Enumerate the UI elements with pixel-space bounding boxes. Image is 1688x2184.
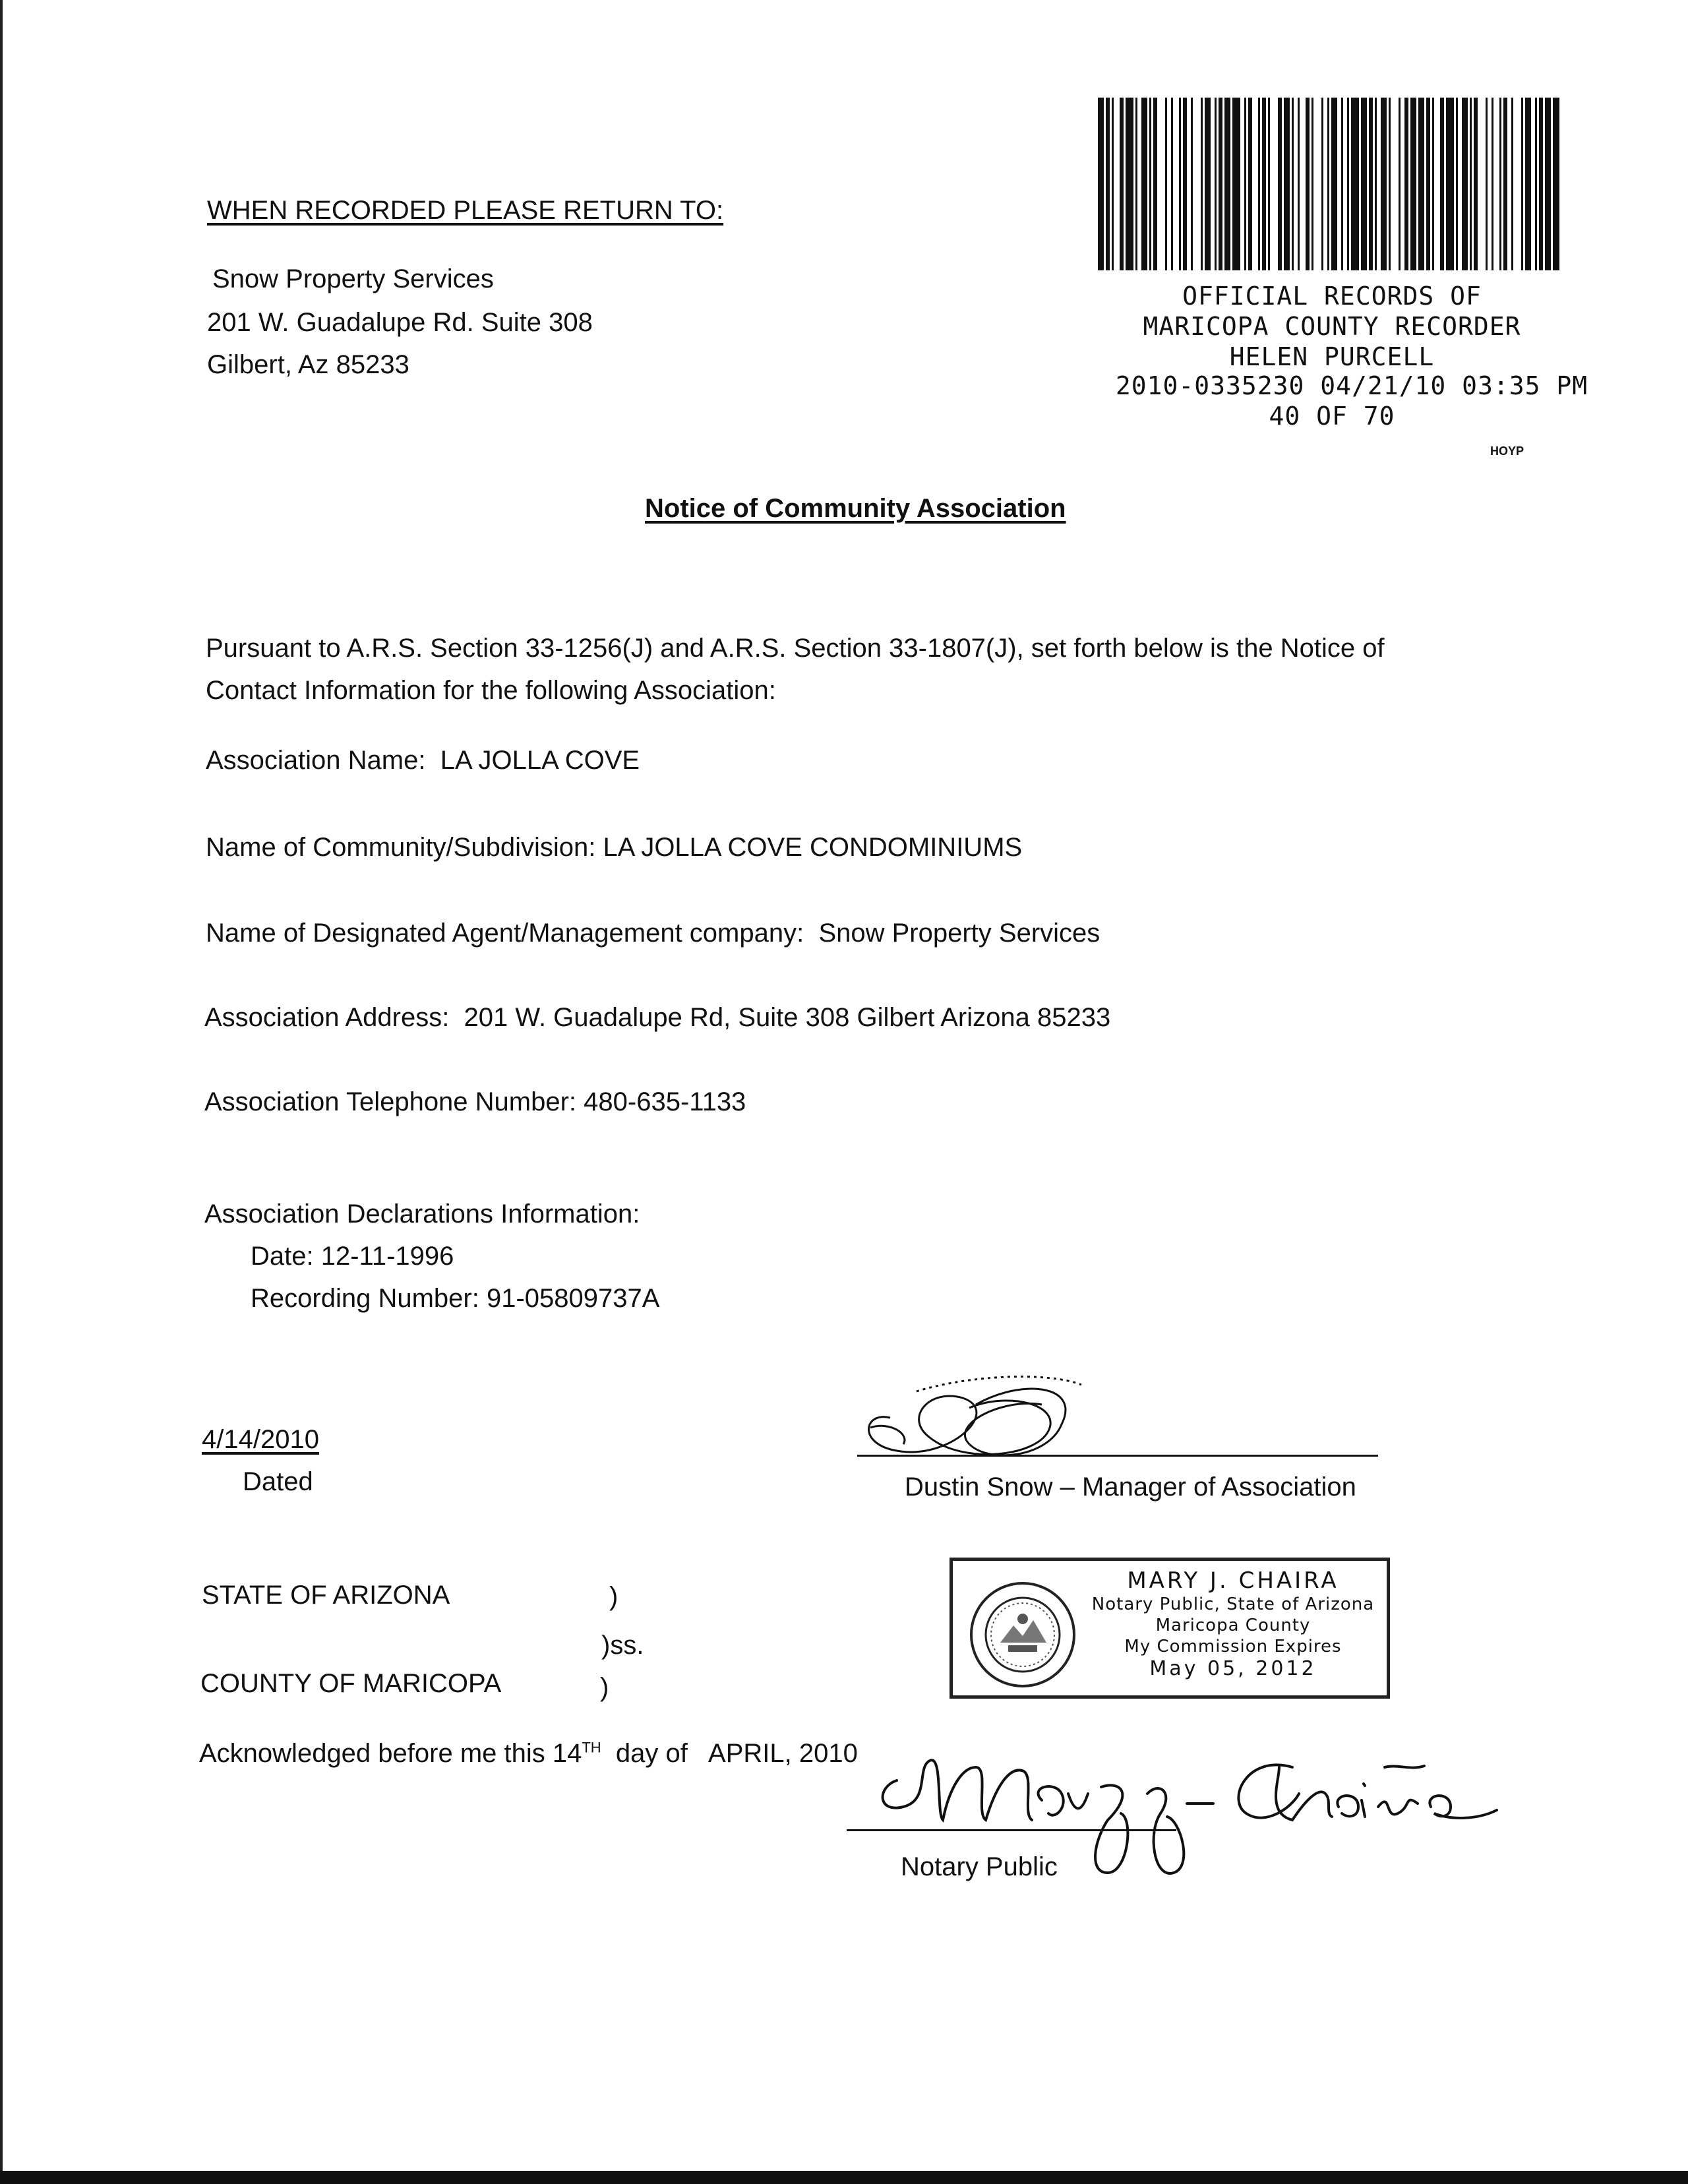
agent-value: Snow Property Services — [818, 919, 1100, 948]
venue-paren-open: ) — [609, 1582, 618, 1611]
barcode-bar — [1503, 98, 1507, 270]
barcode-bar — [1535, 98, 1537, 270]
acknowledgment-prefix: Acknowledged before me this 14 — [199, 1739, 582, 1768]
barcode-bar — [1232, 98, 1240, 270]
community-value: LA JOLLA COVE CONDOMINIUMS — [603, 833, 1023, 862]
declarations-label: Association Declarations Information: — [204, 1199, 640, 1228]
barcode-bar — [1426, 98, 1430, 270]
barcode-bar — [1375, 98, 1377, 270]
manager-signature-image — [851, 1372, 1154, 1477]
barcode-bar — [1351, 98, 1359, 270]
return-to-address-line1: 201 W. Guadalupe Rd. Suite 308 — [207, 308, 593, 337]
barcode-bar — [1486, 98, 1488, 270]
barcode-bar — [1141, 98, 1147, 270]
barcode-bar — [1244, 98, 1246, 270]
barcode-bar — [1248, 98, 1252, 270]
notary-stamp-title: Notary Public, State of Arizona — [1091, 1594, 1375, 1614]
agent-row — [206, 918, 1100, 948]
barcode-bar — [1432, 98, 1434, 270]
notary-stamp-expiry: May 05, 2012 — [1149, 1657, 1317, 1680]
venue-state: STATE OF ARIZONA — [202, 1581, 450, 1610]
barcode-bar — [1201, 98, 1203, 270]
scan-left-edge — [0, 0, 3, 2184]
barcode-bar — [1545, 98, 1551, 270]
barcode-bar — [1521, 98, 1523, 270]
barcode-bar — [1153, 98, 1157, 270]
intro-line1: Pursuant to A.R.S. Section 33-1256(J) and A.R.S. Section 33-1807(J), set forth below is the Notice of — [206, 634, 1385, 663]
agent-label: Name of Designated Agent/Management company: — [206, 919, 804, 948]
barcode-bar — [1399, 98, 1401, 270]
community-label: Name of Community/Subdivision: — [206, 833, 596, 862]
recorder-line2: MARICOPA COUNTY RECORDER — [1143, 312, 1521, 341]
barcode-bar — [1525, 98, 1531, 270]
acknowledgment-ordinal: TH — [582, 1739, 601, 1756]
barcode-bar — [1306, 98, 1310, 270]
venue-county: COUNTY OF MARICOPA — [200, 1669, 502, 1698]
document-title: Notice of Community Association — [645, 494, 1066, 523]
barcode-bar — [1278, 98, 1282, 270]
barcode-bar — [1361, 98, 1367, 270]
phone-value: 480-635-1133 — [584, 1087, 746, 1116]
declarations-date-row — [251, 1241, 454, 1271]
recorder-initials: HOYP — [1490, 444, 1524, 458]
barcode-bar — [1418, 98, 1424, 270]
notary-stamp-text — [1078, 1567, 1388, 1681]
barcode-bar — [1456, 98, 1458, 270]
barcode-bar — [1135, 98, 1137, 270]
barcode-bar — [1268, 98, 1270, 270]
barcode-bar — [1120, 98, 1124, 270]
address-label: Association Address: — [204, 1003, 450, 1032]
barcode-bar — [1462, 98, 1468, 270]
recording-number-row — [251, 1283, 659, 1314]
barcode-bar — [1492, 98, 1493, 270]
barcode-bar — [1191, 98, 1193, 270]
dated-value: 4/14/2010 — [202, 1425, 319, 1454]
phone-label: Association Telephone Number: — [204, 1087, 577, 1116]
association-name-label: Association Name: — [206, 746, 426, 775]
barcode-bar — [1179, 98, 1181, 270]
barcode-bar — [1215, 98, 1217, 270]
barcode-bar — [1224, 98, 1230, 270]
acknowledgment-date: APRIL, 2010 — [708, 1739, 858, 1768]
barcode-bar — [1389, 98, 1391, 270]
barcode-bar — [1183, 98, 1187, 270]
barcode-bar — [1499, 98, 1501, 270]
barcode-bar — [1165, 98, 1167, 270]
barcode-bar — [1106, 98, 1110, 270]
intro-line2: Contact Information for the following Association: — [206, 676, 776, 705]
barcode-bar — [1205, 98, 1211, 270]
barcode-bar — [1404, 98, 1408, 270]
declarations-date-value: 12-11-1996 — [320, 1242, 454, 1271]
recording-number-value: 91-05809737A — [486, 1284, 660, 1313]
barcode-bar — [1321, 98, 1323, 270]
arizona-seal-icon — [967, 1579, 1078, 1690]
phone-row — [204, 1087, 746, 1117]
barcode-bar — [1258, 98, 1260, 270]
recording-barcode — [1098, 98, 1559, 270]
barcode-bar — [1539, 98, 1543, 270]
barcode-bar — [1341, 98, 1343, 270]
barcode-bar — [1381, 98, 1387, 270]
barcode-bar — [1292, 98, 1294, 270]
barcode-bar — [1171, 98, 1173, 270]
barcode-bar — [1327, 98, 1329, 270]
barcode-bar — [1511, 98, 1513, 270]
manager-name-title: Dustin Snow – Manager of Association — [905, 1472, 1356, 1502]
address-value: 201 W. Guadalupe Rd, Suite 308 Gilbert Arizona 85233 — [464, 1003, 1111, 1032]
return-to-address-line2: Gilbert, Az 85233 — [207, 350, 409, 379]
barcode-bar — [1410, 98, 1416, 270]
dated-label: Dated — [243, 1467, 313, 1496]
acknowledgment-day-of: day of — [615, 1739, 688, 1768]
barcode-bar — [1331, 98, 1337, 270]
barcode-bar — [1446, 98, 1454, 270]
acknowledgment-row — [199, 1738, 858, 1769]
declarations-date-label: Date: — [251, 1242, 314, 1271]
return-to-name: Snow Property Services — [212, 264, 494, 293]
notary-stamp-county: Maricopa County — [1155, 1616, 1311, 1635]
address-row — [204, 1002, 1110, 1033]
barcode-bar — [1262, 98, 1266, 270]
barcode-bar — [1112, 98, 1114, 270]
barcode-bar — [1298, 98, 1300, 270]
notary-public-label: Notary Public — [901, 1852, 1058, 1881]
venue-paren-close: ) — [600, 1673, 609, 1702]
notary-stamp-commission: My Commission Expires — [1124, 1637, 1342, 1656]
barcode-bar — [1369, 98, 1373, 270]
recorder-line3: HELEN PURCELL — [1229, 342, 1435, 371]
scan-bottom-edge — [0, 2171, 1688, 2184]
notary-stamp — [950, 1558, 1390, 1699]
barcode-bar — [1311, 98, 1313, 270]
manager-signature-line — [857, 1455, 1378, 1457]
barcode-bar — [1149, 98, 1151, 270]
notary-signature-line — [847, 1829, 1176, 1831]
barcode-bar — [1126, 98, 1133, 270]
barcode-bar — [1470, 98, 1472, 270]
barcode-bar — [1553, 98, 1559, 270]
notary-stamp-name: MARY J. CHAIRA — [1127, 1567, 1339, 1594]
return-to-heading: WHEN RECORDED PLEASE RETURN TO: — [207, 196, 724, 225]
barcode-bar — [1284, 98, 1290, 270]
association-name-value: LA JOLLA COVE — [440, 746, 640, 775]
recording-number-label: Recording Number: — [251, 1284, 479, 1313]
barcode-bar — [1098, 98, 1104, 270]
recorder-line5: 40 OF 70 — [1269, 402, 1395, 431]
barcode-bar — [1474, 98, 1478, 270]
barcode-bar — [1440, 98, 1444, 270]
community-row — [206, 832, 1022, 863]
recorder-line4: 2010-0335230 04/21/10 03:35 PM — [1115, 371, 1588, 400]
venue-ss: )ss. — [601, 1631, 644, 1660]
association-name-row — [206, 745, 640, 775]
barcode-bar — [1219, 98, 1222, 270]
barcode-bar — [1347, 98, 1349, 270]
recorder-line1: OFFICIAL RECORDS OF — [1182, 282, 1482, 311]
